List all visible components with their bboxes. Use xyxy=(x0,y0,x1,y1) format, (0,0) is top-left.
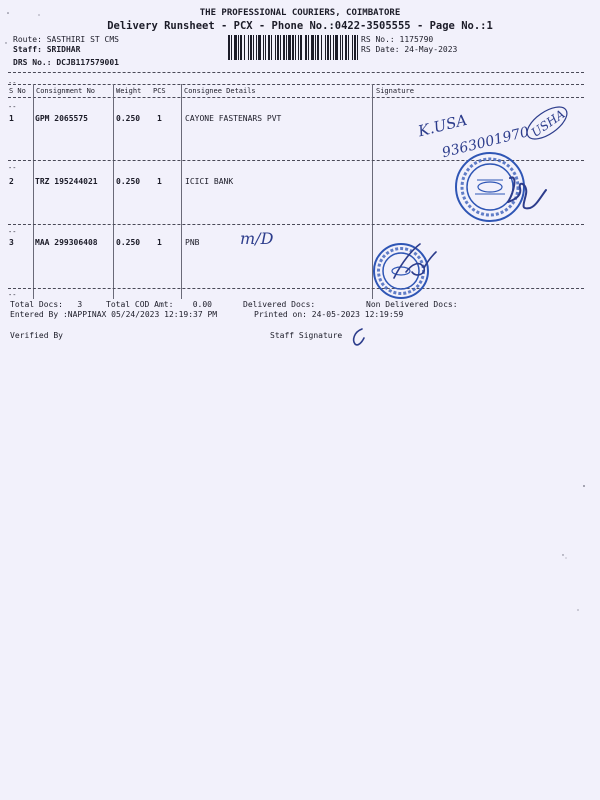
row-marker: -- xyxy=(8,79,17,87)
table-row-2-consignee: ICICI BANK xyxy=(185,177,234,186)
table-row-3-weight: 0.250 xyxy=(116,238,141,247)
total-docs: Total Docs: 3 xyxy=(10,300,83,309)
rs-number: RS No.: 1175790 xyxy=(361,35,434,44)
table-row-1-pcs: 1 xyxy=(157,114,162,123)
handwritten-text-md: m/D xyxy=(240,229,274,248)
route-label: Route: SASTHIRI ST CMS xyxy=(13,35,119,44)
staff-signature-label: Staff Signature xyxy=(270,331,343,340)
printed-on: Printed on: 24-05-2023 12:19:59 xyxy=(254,310,404,319)
drs-number: DRS No.: DCJB117579001 xyxy=(13,58,119,67)
handwritten-name-kusa: K.USA xyxy=(416,110,469,141)
delivered-docs: Delivered Docs: xyxy=(243,300,316,309)
col-header-weight: Weight xyxy=(116,87,142,95)
table-row-3-sno: 3 xyxy=(9,238,14,247)
table-row-3-consignment: MAA 299306408 xyxy=(35,238,98,247)
handwritten-phone-number: 9363001970 xyxy=(440,124,531,162)
col-header-consignee: Consignee Details xyxy=(184,87,256,95)
row-marker: -- xyxy=(8,228,17,236)
verified-by: Verified By xyxy=(10,331,63,340)
entered-by: Entered By :NAPPINAX 05/24/2023 12:19:37 PM xyxy=(10,310,218,319)
total-cod-amount: Total COD Amt: 0.00 xyxy=(106,300,212,309)
handwritten-name-usha: USHA xyxy=(528,106,568,140)
table-row-1-sno: 1 xyxy=(9,114,14,123)
row-marker: -- xyxy=(8,103,17,111)
table-row-1-consignee: CAYONE FASTENARS PVT xyxy=(185,114,282,123)
col-header-sno: S No xyxy=(9,87,26,95)
col-header-signature: Signature xyxy=(376,87,414,95)
table-row-2-pcs: 1 xyxy=(157,177,162,186)
table-row-1-consignment: GPM 2065575 xyxy=(35,114,88,123)
table-row-2-consignment: TRZ 195244021 xyxy=(35,177,98,186)
rs-date: RS Date: 24-May-2023 xyxy=(361,45,458,54)
table-row-3-pcs: 1 xyxy=(157,238,162,247)
non-delivered-docs: Non Delivered Docs: xyxy=(366,300,458,309)
staff-label: Staff: SRIDHAR xyxy=(13,45,81,54)
table-row-3-consignee: PNB xyxy=(185,238,200,247)
row-marker: -- xyxy=(8,291,17,299)
col-header-pcs: PCS xyxy=(153,87,166,95)
runsheet-title: Delivery Runsheet - PCX - Phone No.:0422-3505555 - Page No.:1 xyxy=(107,20,493,32)
col-header-consignment: Consignment No xyxy=(36,87,96,95)
table-row-1-weight: 0.250 xyxy=(116,114,141,123)
row-marker: -- xyxy=(8,164,17,172)
table-row-2-sno: 2 xyxy=(9,177,14,186)
company-name: THE PROFESSIONAL COURIERS, COIMBATORE xyxy=(199,8,401,18)
table-row-2-weight: 0.250 xyxy=(116,177,141,186)
